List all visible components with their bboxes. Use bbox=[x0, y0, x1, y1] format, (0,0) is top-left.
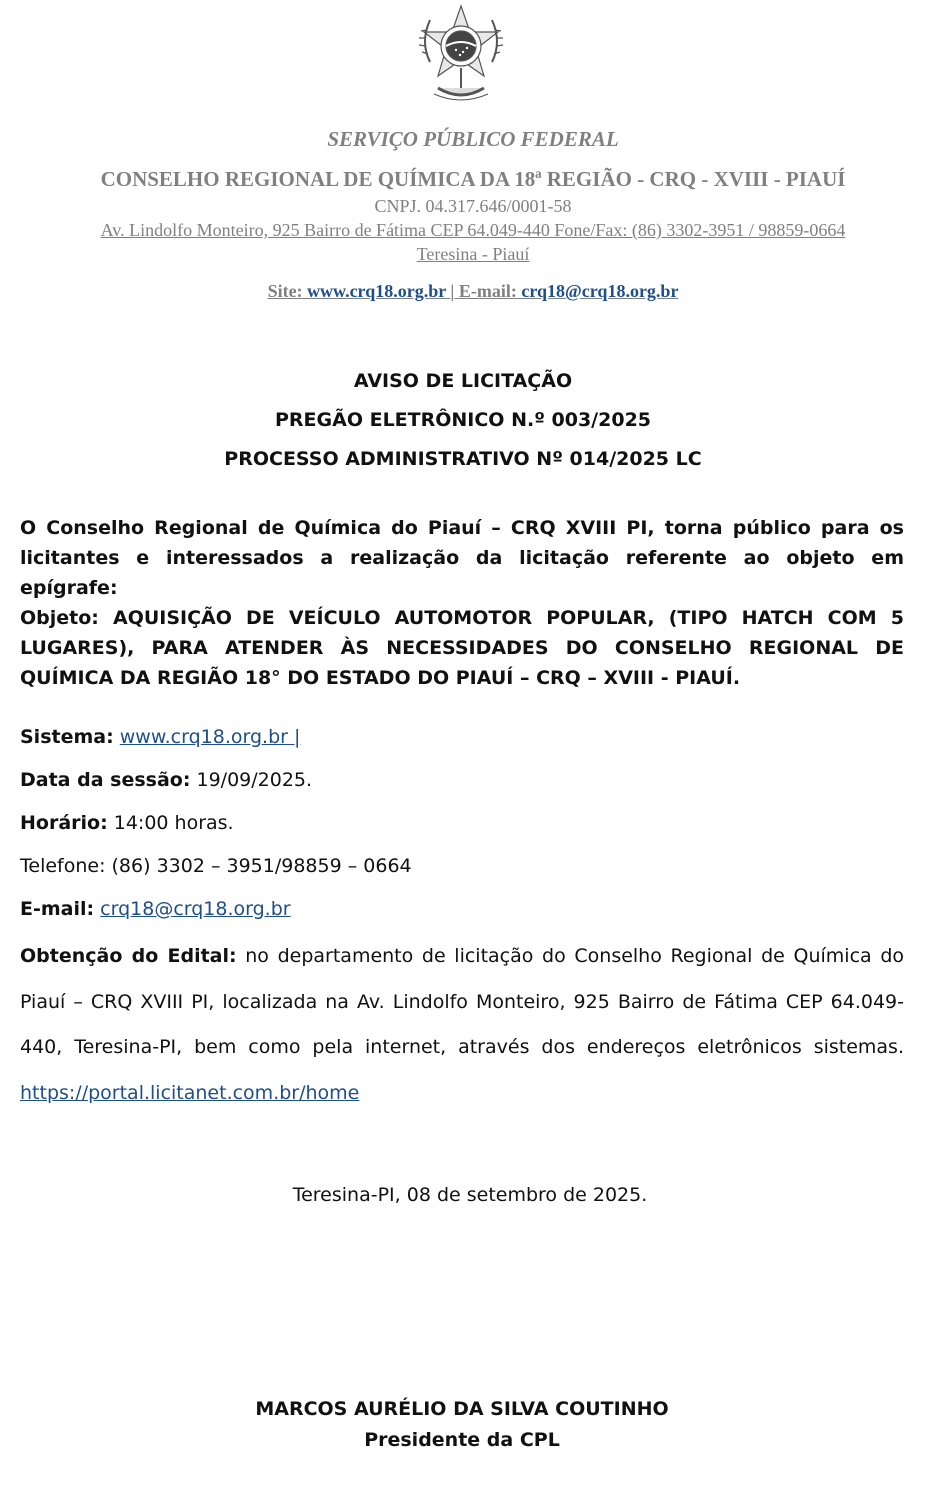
coat-of-arms-icon bbox=[408, 2, 514, 108]
pregao-title: PREGÃO ELETRÔNICO N.º 003/2025 bbox=[274, 409, 652, 431]
issue-date: Teresina-PI, 08 de setembro de 2025. bbox=[292, 1184, 648, 1206]
intro-paragraph: O Conselho Regional de Química do Piauí – CRQ XVIII PI, torna público para os licitantes e interessados a realização da licitação referente ao objeto em epígrafe: bbox=[20, 517, 904, 599]
contact-separator: | bbox=[450, 281, 455, 301]
processo-title: PROCESSO ADMINISTRATIVO Nº 014/2025 LC bbox=[224, 448, 702, 470]
objeto-paragraph: Objeto: AQUISIÇÃO DE VEÍCULO AUTOMOTOR POPULAR, (TIPO HATCH COM 5 LUGARES), PARA ATENDER ÀS NECESSIDADES DO CONSELHO REGIONAL DE QUÍMICA DA REGIÃO 18° DO ESTADO DO PIAUÍ – CRQ – XVIII - PIAUÍ. bbox=[20, 607, 904, 689]
horario-value: 14:00 horas. bbox=[113, 812, 234, 834]
edital-link[interactable]: https://portal.licitanet.com.br/home bbox=[20, 1081, 360, 1104]
header-city: Teresina - Piauí bbox=[416, 244, 530, 264]
horario-label: Horário: bbox=[20, 812, 108, 834]
sistema-line bbox=[20, 726, 910, 748]
detail-email-link[interactable]: crq18@crq18.org.br bbox=[100, 898, 291, 920]
edital-label: Obtenção do Edital: bbox=[20, 945, 237, 967]
data-line bbox=[20, 769, 910, 791]
email-line bbox=[20, 898, 910, 920]
edital-paragraph bbox=[20, 934, 904, 1116]
edital-text: no departamento de licitação do Conselho Regional de Química do Piauí – CRQ XVIII PI, localizada na Av. Lindolfo Monteiro, 925 Bairro de Fátima CEP 64.049-440, Teresina-PI, bem como pela internet, através dos endereços eletrônicos sistemas. bbox=[20, 945, 904, 1058]
signature-role: Presidente da CPL bbox=[364, 1429, 560, 1451]
data-label: Data da sessão: bbox=[20, 769, 191, 791]
notice-title: AVISO DE LICITAÇÃO bbox=[353, 370, 573, 392]
site-link[interactable]: www.crq18.org.br bbox=[307, 281, 446, 301]
header-contact bbox=[0, 281, 946, 302]
header-council: CONSELHO REGIONAL DE QUÍMICA DA 18ª REGIÃO - CRQ - XVIII - PIAUÍ bbox=[100, 167, 846, 191]
sistema-label: Sistema: bbox=[20, 726, 114, 748]
telefone-line: Telefone: (86) 3302 – 3951/98859 – 0664 bbox=[20, 855, 412, 877]
sistema-link[interactable]: www.crq18.org.br | bbox=[119, 726, 301, 748]
site-label: Site: bbox=[267, 281, 303, 301]
horario-line bbox=[20, 812, 910, 834]
detail-email-label: E-mail: bbox=[20, 898, 95, 920]
email-label: E-mail: bbox=[458, 281, 517, 301]
header-address: Av. Lindolfo Monteiro, 925 Bairro de Fátima CEP 64.049-440 Fone/Fax: (86) 3302-3951 / 98859-0664 bbox=[100, 220, 846, 240]
signature-name: MARCOS AURÉLIO DA SILVA COUTINHO bbox=[255, 1398, 669, 1420]
data-value: 19/09/2025. bbox=[196, 769, 313, 791]
header-service: SERVIÇO PÚBLICO FEDERAL bbox=[327, 127, 619, 151]
header-cnpj: CNPJ. 04.317.646/0001-58 bbox=[374, 196, 572, 216]
email-link[interactable]: crq18@crq18.org.br bbox=[521, 281, 679, 301]
